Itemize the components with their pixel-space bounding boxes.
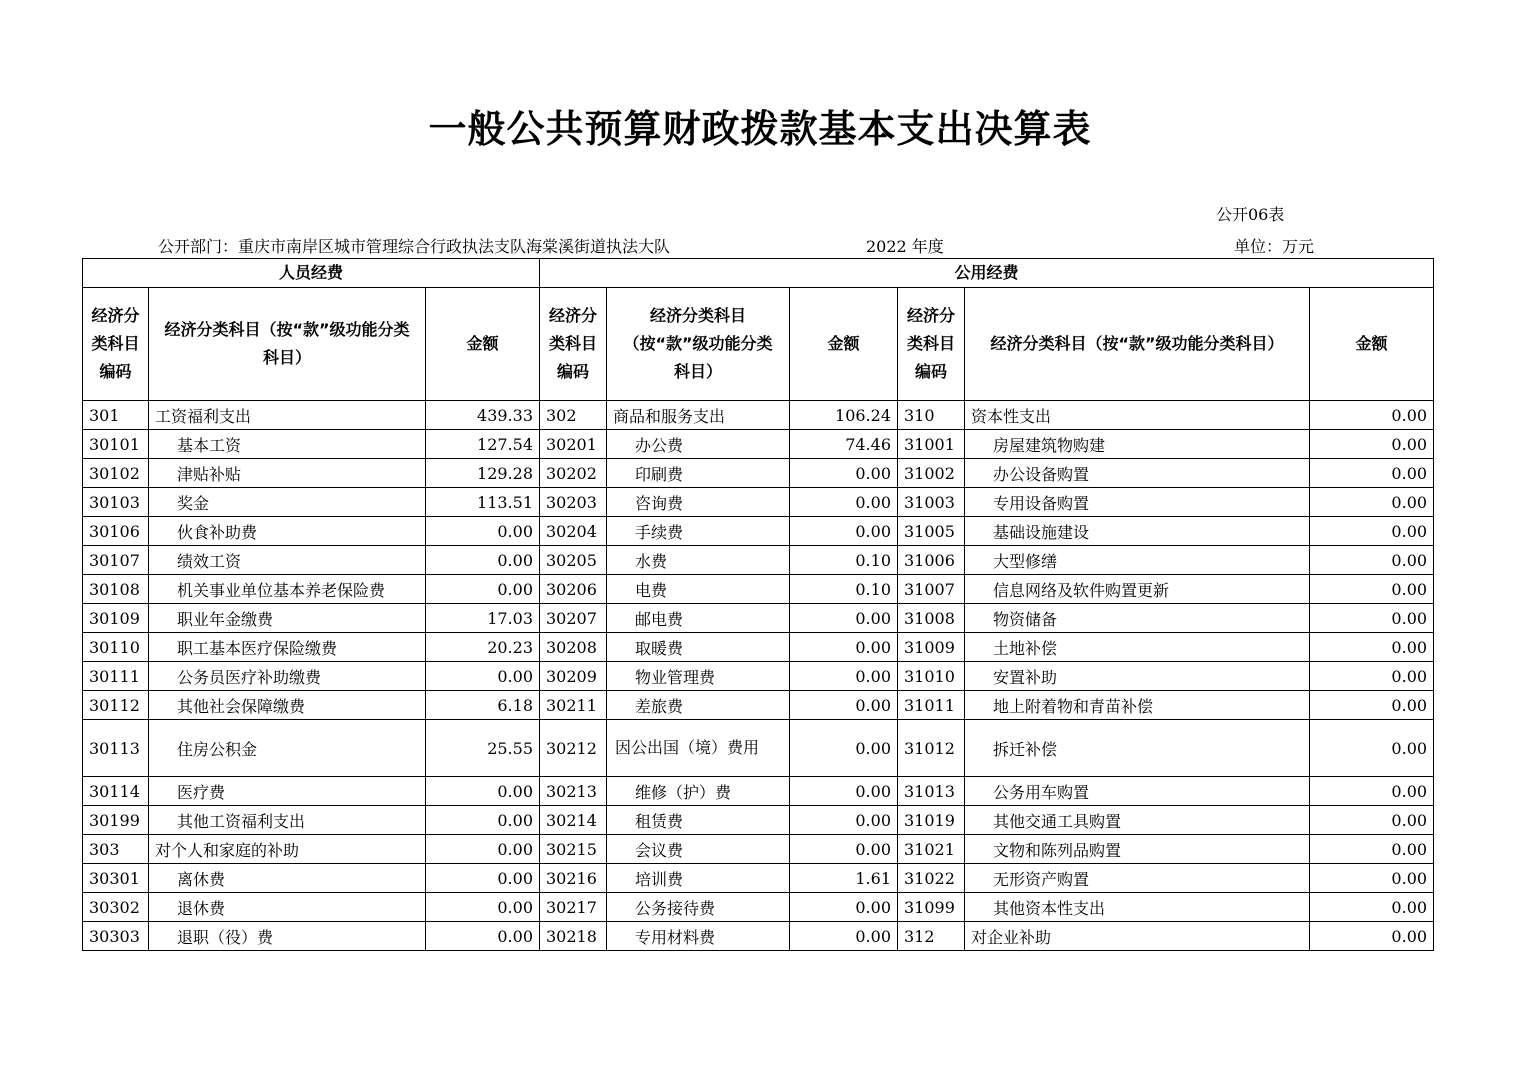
public-code-cell: 30212: [540, 720, 607, 777]
personnel-name-cell: 工资福利支出: [149, 401, 426, 430]
public-amount-cell: 74.46: [790, 430, 898, 459]
capital-name-cell: 专用设备购置: [965, 488, 1310, 517]
personnel-name-cell: 津贴补贴: [149, 459, 426, 488]
public-code-cell: 30215: [540, 835, 607, 864]
public-name-cell: 会议费: [607, 835, 790, 864]
personnel-code-cell: 30111: [83, 662, 149, 691]
public-code-cell: 30207: [540, 604, 607, 633]
public-code-cell: 30209: [540, 662, 607, 691]
personnel-name-cell: 其他社会保障缴费: [149, 691, 426, 720]
table-row: [83, 575, 1434, 604]
personnel-name-cell: 职业年金缴费: [149, 604, 426, 633]
column-header-amount: 金额: [1310, 288, 1434, 401]
capital-code-cell: 31003: [898, 488, 965, 517]
personnel-name-cell: 医疗费: [149, 777, 426, 806]
personnel-name-cell: 其他工资福利支出: [149, 806, 426, 835]
column-header-name: 经济分类科目（按“款”级功能分类科目）: [149, 288, 426, 401]
capital-amount-cell: 0.00: [1310, 546, 1434, 575]
capital-code-cell: 31001: [898, 430, 965, 459]
public-amount-cell: 0.00: [790, 459, 898, 488]
public-name-cell: 专用材料费: [607, 922, 790, 951]
capital-name-cell: 物资储备: [965, 604, 1310, 633]
personnel-name-cell: 奖金: [149, 488, 426, 517]
public-name-cell: 取暖费: [607, 633, 790, 662]
personnel-amount-cell: 0.00: [426, 864, 540, 893]
capital-code-cell: 31007: [898, 575, 965, 604]
personnel-code-cell: 30106: [83, 517, 149, 546]
capital-code-cell: 31006: [898, 546, 965, 575]
personnel-amount-cell: 20.23: [426, 633, 540, 662]
personnel-amount-cell: 0.00: [426, 777, 540, 806]
department-label: 公开部门：重庆市南岸区城市管理综合行政执法支队海棠溪街道执法大队: [158, 237, 671, 256]
personnel-name-cell: 伙食补助费: [149, 517, 426, 546]
table-row: [83, 662, 1434, 691]
capital-code-cell: 31019: [898, 806, 965, 835]
capital-name-cell: 拆迁补偿: [965, 720, 1310, 777]
personnel-code-cell: 30114: [83, 777, 149, 806]
public-code-cell: 30206: [540, 575, 607, 604]
table-row: [83, 604, 1434, 633]
capital-amount-cell: 0.00: [1310, 893, 1434, 922]
capital-code-cell: 31008: [898, 604, 965, 633]
personnel-amount-cell: 0.00: [426, 893, 540, 922]
capital-name-cell: 公务用车购置: [965, 777, 1310, 806]
table-row: [83, 517, 1434, 546]
public-name-cell: 邮电费: [607, 604, 790, 633]
capital-name-cell: 信息网络及软件购置更新: [965, 575, 1310, 604]
capital-name-cell: 基础设施建设: [965, 517, 1310, 546]
capital-name-cell: 土地补偿: [965, 633, 1310, 662]
capital-name-cell: 大型修缮: [965, 546, 1310, 575]
capital-amount-cell: 0.00: [1310, 835, 1434, 864]
capital-amount-cell: 0.00: [1310, 604, 1434, 633]
table-row: [83, 806, 1434, 835]
capital-name-cell: 无形资产购置: [965, 864, 1310, 893]
public-name-cell: 租赁费: [607, 806, 790, 835]
capital-name-cell: 其他交通工具购置: [965, 806, 1310, 835]
table-row: [83, 546, 1434, 575]
table-row: [83, 488, 1434, 517]
table-row: [83, 922, 1434, 951]
personnel-code-cell: 30101: [83, 430, 149, 459]
capital-code-cell: 31021: [898, 835, 965, 864]
personnel-amount-cell: 127.54: [426, 430, 540, 459]
public-amount-cell: 0.00: [790, 662, 898, 691]
capital-code-cell: 31022: [898, 864, 965, 893]
public-name-cell: 咨询费: [607, 488, 790, 517]
table-number: 公开06表: [1216, 205, 1285, 224]
public-name-cell: 办公费: [607, 430, 790, 459]
personnel-code-cell: 30113: [83, 720, 149, 777]
personnel-code-cell: 30301: [83, 864, 149, 893]
personnel-code-cell: 30109: [83, 604, 149, 633]
public-name-cell: 物业管理费: [607, 662, 790, 691]
group-header-public: 公用经费: [540, 259, 1434, 288]
public-amount-cell: 0.10: [790, 546, 898, 575]
personnel-amount-cell: 0.00: [426, 546, 540, 575]
capital-name-cell: 地上附着物和青苗补偿: [965, 691, 1310, 720]
personnel-amount-cell: 0.00: [426, 662, 540, 691]
fiscal-year-label: 2022 年度: [866, 237, 944, 256]
public-code-cell: 30217: [540, 893, 607, 922]
capital-amount-cell: 0.00: [1310, 777, 1434, 806]
personnel-code-cell: 30108: [83, 575, 149, 604]
capital-amount-cell: 0.00: [1310, 517, 1434, 546]
public-amount-cell: 0.00: [790, 893, 898, 922]
public-amount-cell: 0.10: [790, 575, 898, 604]
personnel-amount-cell: 439.33: [426, 401, 540, 430]
capital-amount-cell: 0.00: [1310, 922, 1434, 951]
column-header-code: 经济分类科目编码: [83, 288, 149, 401]
capital-name-cell: 房屋建筑物购建: [965, 430, 1310, 459]
capital-code-cell: 31009: [898, 633, 965, 662]
public-amount-cell: 0.00: [790, 604, 898, 633]
capital-code-cell: 31010: [898, 662, 965, 691]
capital-amount-cell: 0.00: [1310, 806, 1434, 835]
capital-amount-cell: 0.00: [1310, 633, 1434, 662]
public-amount-cell: 0.00: [790, 633, 898, 662]
personnel-name-cell: 对个人和家庭的补助: [149, 835, 426, 864]
table-row: [83, 893, 1434, 922]
capital-amount-cell: 0.00: [1310, 864, 1434, 893]
column-header-code: 经济分类科目编码: [540, 288, 607, 401]
capital-amount-cell: 0.00: [1310, 575, 1434, 604]
personnel-name-cell: 住房公积金: [149, 720, 426, 777]
personnel-name-cell: 机关事业单位基本养老保险费: [149, 575, 426, 604]
personnel-amount-cell: 0.00: [426, 922, 540, 951]
public-code-cell: 30204: [540, 517, 607, 546]
public-amount-cell: 0.00: [790, 806, 898, 835]
personnel-code-cell: 30302: [83, 893, 149, 922]
personnel-name-cell: 离休费: [149, 864, 426, 893]
public-amount-cell: 0.00: [790, 835, 898, 864]
public-amount-cell: 0.00: [790, 777, 898, 806]
table-row: [83, 401, 1434, 430]
public-name-cell: 水费: [607, 546, 790, 575]
personnel-code-cell: 30102: [83, 459, 149, 488]
capital-name-cell: 安置补助: [965, 662, 1310, 691]
capital-code-cell: 31002: [898, 459, 965, 488]
table-row: [83, 864, 1434, 893]
table-row: [83, 691, 1434, 720]
public-amount-cell: 1.61: [790, 864, 898, 893]
column-header-name: 经济分类科目（按“款”级功能分类科目）: [965, 288, 1310, 401]
public-name-cell: 差旅费: [607, 691, 790, 720]
capital-name-cell: 文物和陈列品购置: [965, 835, 1310, 864]
personnel-name-cell: 绩效工资: [149, 546, 426, 575]
personnel-name-cell: 基本工资: [149, 430, 426, 459]
column-header-amount: 金额: [790, 288, 898, 401]
capital-code-cell: 31012: [898, 720, 965, 777]
public-code-cell: 30205: [540, 546, 607, 575]
capital-code-cell: 310: [898, 401, 965, 430]
personnel-amount-cell: 129.28: [426, 459, 540, 488]
personnel-amount-cell: 0.00: [426, 575, 540, 604]
public-name-cell: 手续费: [607, 517, 790, 546]
personnel-amount-cell: 17.03: [426, 604, 540, 633]
table-row: [83, 430, 1434, 459]
public-name-cell: 电费: [607, 575, 790, 604]
capital-code-cell: 31013: [898, 777, 965, 806]
public-name-cell: 印刷费: [607, 459, 790, 488]
public-amount-cell: 0.00: [790, 720, 898, 777]
personnel-code-cell: 30112: [83, 691, 149, 720]
capital-amount-cell: 0.00: [1310, 488, 1434, 517]
capital-name-cell: 办公设备购置: [965, 459, 1310, 488]
capital-name-cell: 其他资本性支出: [965, 893, 1310, 922]
table-row: [83, 633, 1434, 662]
personnel-name-cell: 职工基本医疗保险缴费: [149, 633, 426, 662]
personnel-code-cell: 30107: [83, 546, 149, 575]
capital-code-cell: 31099: [898, 893, 965, 922]
page-title: 一般公共预算财政拨款基本支出决算表: [428, 106, 1092, 151]
public-code-cell: 30203: [540, 488, 607, 517]
capital-amount-cell: 0.00: [1310, 430, 1434, 459]
group-header-personnel: 人员经费: [83, 259, 540, 288]
table-row: [83, 777, 1434, 806]
personnel-name-cell: 退休费: [149, 893, 426, 922]
public-name-cell: 公务接待费: [607, 893, 790, 922]
public-code-cell: 30202: [540, 459, 607, 488]
public-code-cell: 30216: [540, 864, 607, 893]
personnel-amount-cell: 25.55: [426, 720, 540, 777]
personnel-amount-cell: 6.18: [426, 691, 540, 720]
personnel-code-cell: 30110: [83, 633, 149, 662]
personnel-amount-cell: 0.00: [426, 806, 540, 835]
personnel-code-cell: 30303: [83, 922, 149, 951]
public-code-cell: 302: [540, 401, 607, 430]
table-row: [83, 835, 1434, 864]
personnel-amount-cell: 0.00: [426, 835, 540, 864]
table-body: [83, 401, 1434, 951]
public-amount-cell: 0.00: [790, 517, 898, 546]
table-row: [83, 720, 1434, 777]
capital-code-cell: 31005: [898, 517, 965, 546]
capital-amount-cell: 0.00: [1310, 720, 1434, 777]
personnel-code-cell: 301: [83, 401, 149, 430]
capital-name-cell: 对企业补助: [965, 922, 1310, 951]
public-amount-cell: 0.00: [790, 691, 898, 720]
unit-label: 单位：万元: [1234, 237, 1315, 256]
public-code-cell: 30208: [540, 633, 607, 662]
capital-amount-cell: 0.00: [1310, 401, 1434, 430]
personnel-name-cell: 退职（役）费: [149, 922, 426, 951]
personnel-amount-cell: 0.00: [426, 517, 540, 546]
public-code-cell: 30211: [540, 691, 607, 720]
public-name-cell: 因公出国（境）费用: [607, 720, 790, 777]
public-amount-cell: 106.24: [790, 401, 898, 430]
public-amount-cell: 0.00: [790, 922, 898, 951]
public-name-cell: 培训费: [607, 864, 790, 893]
column-header-code: 经济分类科目编码: [898, 288, 965, 401]
capital-name-cell: 资本性支出: [965, 401, 1310, 430]
capital-amount-cell: 0.00: [1310, 691, 1434, 720]
public-code-cell: 30214: [540, 806, 607, 835]
personnel-code-cell: 30103: [83, 488, 149, 517]
capital-code-cell: 31011: [898, 691, 965, 720]
personnel-amount-cell: 113.51: [426, 488, 540, 517]
table-row: [83, 459, 1434, 488]
capital-amount-cell: 0.00: [1310, 662, 1434, 691]
personnel-code-cell: 30199: [83, 806, 149, 835]
public-name-cell: 维修（护）费: [607, 777, 790, 806]
column-header-amount: 金额: [426, 288, 540, 401]
personnel-code-cell: 303: [83, 835, 149, 864]
personnel-name-cell: 公务员医疗补助缴费: [149, 662, 426, 691]
column-header-name: 经济分类科目（按“款”级功能分类科目）: [607, 288, 790, 401]
public-code-cell: 30213: [540, 777, 607, 806]
budget-table: [82, 258, 1434, 951]
public-code-cell: 30201: [540, 430, 607, 459]
capital-amount-cell: 0.00: [1310, 459, 1434, 488]
public-code-cell: 30218: [540, 922, 607, 951]
public-amount-cell: 0.00: [790, 488, 898, 517]
capital-code-cell: 312: [898, 922, 965, 951]
public-name-cell: 商品和服务支出: [607, 401, 790, 430]
